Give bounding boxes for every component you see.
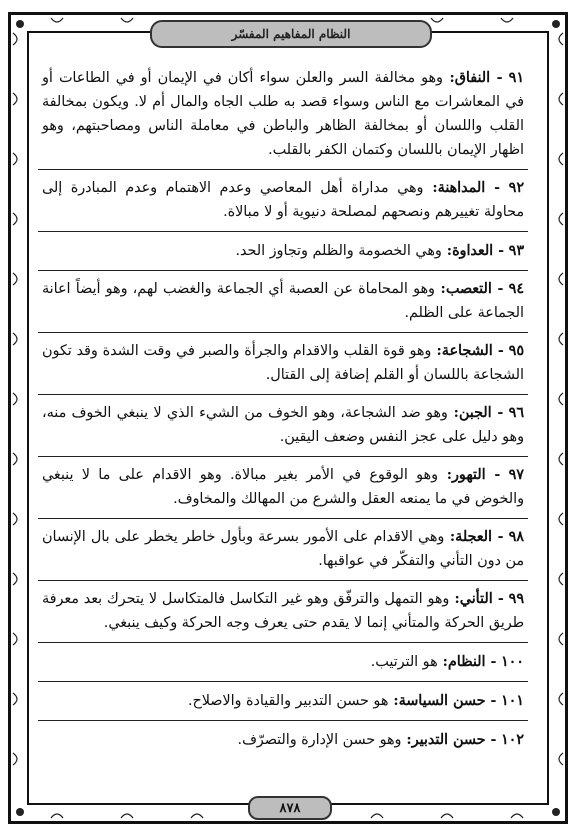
entry-text: وهو مخالفة السر والعلن سواء أكان في الإيمان أو في الطاعات أو في المعاشرات مع الناس وسواء قصد به طلب الجاه والمال أم لا. ويكون بمخالفة القلب واللسان أو بمخالفة الظاهر والباطن في معاملة الناس ومصاحبتهم، وهو اظهار الإيمان باللسان وكتمان الكفر بالقلب. [42,70,524,158]
entry-term: حسن السياسة [398,693,486,709]
entry-number: ١٠٠ [500,654,524,670]
entry-text: وهو قوة القلب والاقدام والجرأة والصبر في وقت الشدة وقد تكون الشجاعة باللسان أو القلم إضافة إلى القتال. [42,343,524,383]
header-title: النظام المفاهيم المفسّر [231,27,351,41]
entry-number: ٩٨ [508,529,524,545]
glossary-entry: ٩٤ - التعصب: وهو المحاماة عن العصبة أي الجماعة والغضب لهم، وهو أيضاً اعانة الجماعة على الظلم. [38,271,528,333]
glossary-entry: ١٠٠ - النظام: هو الترتيب. [38,643,528,682]
entry-number: ٩١ [508,70,525,86]
entry-number: ٩٥ [508,343,524,359]
entry-number: ٩٩ [508,591,524,607]
entry-term: النفاق [454,70,491,86]
glossary-content [38,60,528,780]
entry-term: الجبن [458,405,492,421]
glossary-entry: ١٠٢ - حسن التدبير: وهو حسن الإدارة والتصرّف. [237,732,524,748]
entry-text: وهي الاقدام على الأمور بسرعة وبأول خاطر يخطر على بال الإنسان من دون التأني والتفكّر في عواقبها. [42,529,524,569]
entry-number: ٩٢ [508,180,524,196]
entry-text: وهو ضد الشجاعة، وهو الخوف من الشيء الذي لا ينبغي الخوف منه، وهو دليل على عجز النفس وضعف اليقين. [42,405,524,445]
entry-text: وهو الوقوع في الأمر بغير مبالاة. وهو الاقدام على ما لا ينبغي والخوض في ما يمنعه العقل والشرع من المهالك والمخاوف. [42,467,524,507]
entry-number: ٩٣ [508,243,524,259]
page-header [150,20,432,48]
entry-text: وهي الخصومة والظلم وتجاوز الحد. [235,243,442,259]
entry-term: العجلة [455,529,493,545]
glossary-entry: ٩٧ - التهور: وهو الوقوع في الأمر بغير مبالاة. وهو الاقدام على ما لا ينبغي والخوض في ما يمنعه العقل والشرع من المهالك والمخاوف. [38,457,528,519]
glossary-entry: ٩٨ - العجلة: وهي الاقدام على الأمور بسرعة وبأول خاطر يخطر على بال الإنسان من دون التأني والتفكّر في عواقبها. [38,519,528,581]
entry-number: ٩٤ [508,281,524,297]
entry-term: المداهنة [437,180,486,196]
entry-number: ١٠١ [500,693,524,709]
entry-text: وهو حسن الإدارة والتصرّف. [237,732,402,748]
entry-text: هو الترتيب. [370,654,438,670]
entry-text: هو حسن التدبير والقيادة والاصلاح. [187,693,389,709]
glossary-entry: ٩١ - النفاق: وهو مخالفة السر والعلن سواء أكان في الإيمان أو في الطاعات أو في المعاشرات مع الناس وسواء قصد به طلب الجاه والمال أم لا. ويكون بمخالفة القلب واللسان أو بمخالفة الظاهر والباطن في معاملة الناس ومصاحبتهم، وهو اظهار الإيمان باللسان وكتمان الكفر بالقلب. [38,60,528,170]
entry-term: التعصب [445,281,492,297]
entry-number: ١٠٢ [500,732,524,748]
entry-term: العداوة [452,243,494,259]
glossary-entry: ٩٢ - المداهنة: وهي مداراة أهل المعاصي وعدم الاهتمام وعدم المبادرة إلى محاولة تغييرهم ونصحهم لمصلحة دنيوية أو لا مبالاة. [38,170,528,232]
entry-term: التهور [452,467,486,483]
page-number: ٨٧٨ [248,796,332,820]
entry-number: ٩٦ [508,405,524,421]
glossary-entry: ٩٦ - الجبن: وهو ضد الشجاعة، وهو الخوف من الشيء الذي لا ينبغي الخوف منه، وهو دليل على عجز النفس وضعف اليقين. [38,395,528,457]
glossary-entry: ٩٣ - العداوة: وهي الخصومة والظلم وتجاوز الحد. [38,232,528,271]
glossary-entry: ٩٩ - التأني: وهو التمهل والترفّق وهو غير التكاسل فالمتكاسل لا يتحرك بعد معرفة طريق الحركة والمتأني إنما لا يقدم حتى يعرف وجه الحركة وكيف ينبغي. [38,581,528,643]
entry-text: وهو التمهل والترفّق وهو غير التكاسل فالمتكاسل لا يتحرك بعد معرفة طريق الحركة والمتأني إنما لا يقدم حتى يعرف وجه الحركة وكيف ينبغي. [42,591,524,631]
entry-number: ٩٧ [508,467,524,483]
entry-term: حسن التدبير [411,732,486,748]
entry-text: وهي مداراة أهل المعاصي وعدم الاهتمام وعدم المبادرة إلى محاولة تغييرهم ونصحهم لمصلحة دنيوية أو لا مبالاة. [42,180,524,220]
entry-text: وهو المحاماة عن العصبة أي الجماعة والغضب لهم، وهو أيضاً اعانة الجماعة على الظلم. [42,281,524,321]
entry-term: النظام [447,654,486,670]
entry-term: التأني [459,591,493,607]
entry-term: الشجاعة [441,343,493,359]
glossary-entry: ٩٥ - الشجاعة: وهو قوة القلب والاقدام والجرأة والصبر في وقت الشدة وقد تكون الشجاعة باللسان أو القلم إضافة إلى القتال. [38,333,528,395]
glossary-entry: ١٠١ - حسن السياسة: هو حسن التدبير والقيادة والاصلاح. [38,682,528,721]
